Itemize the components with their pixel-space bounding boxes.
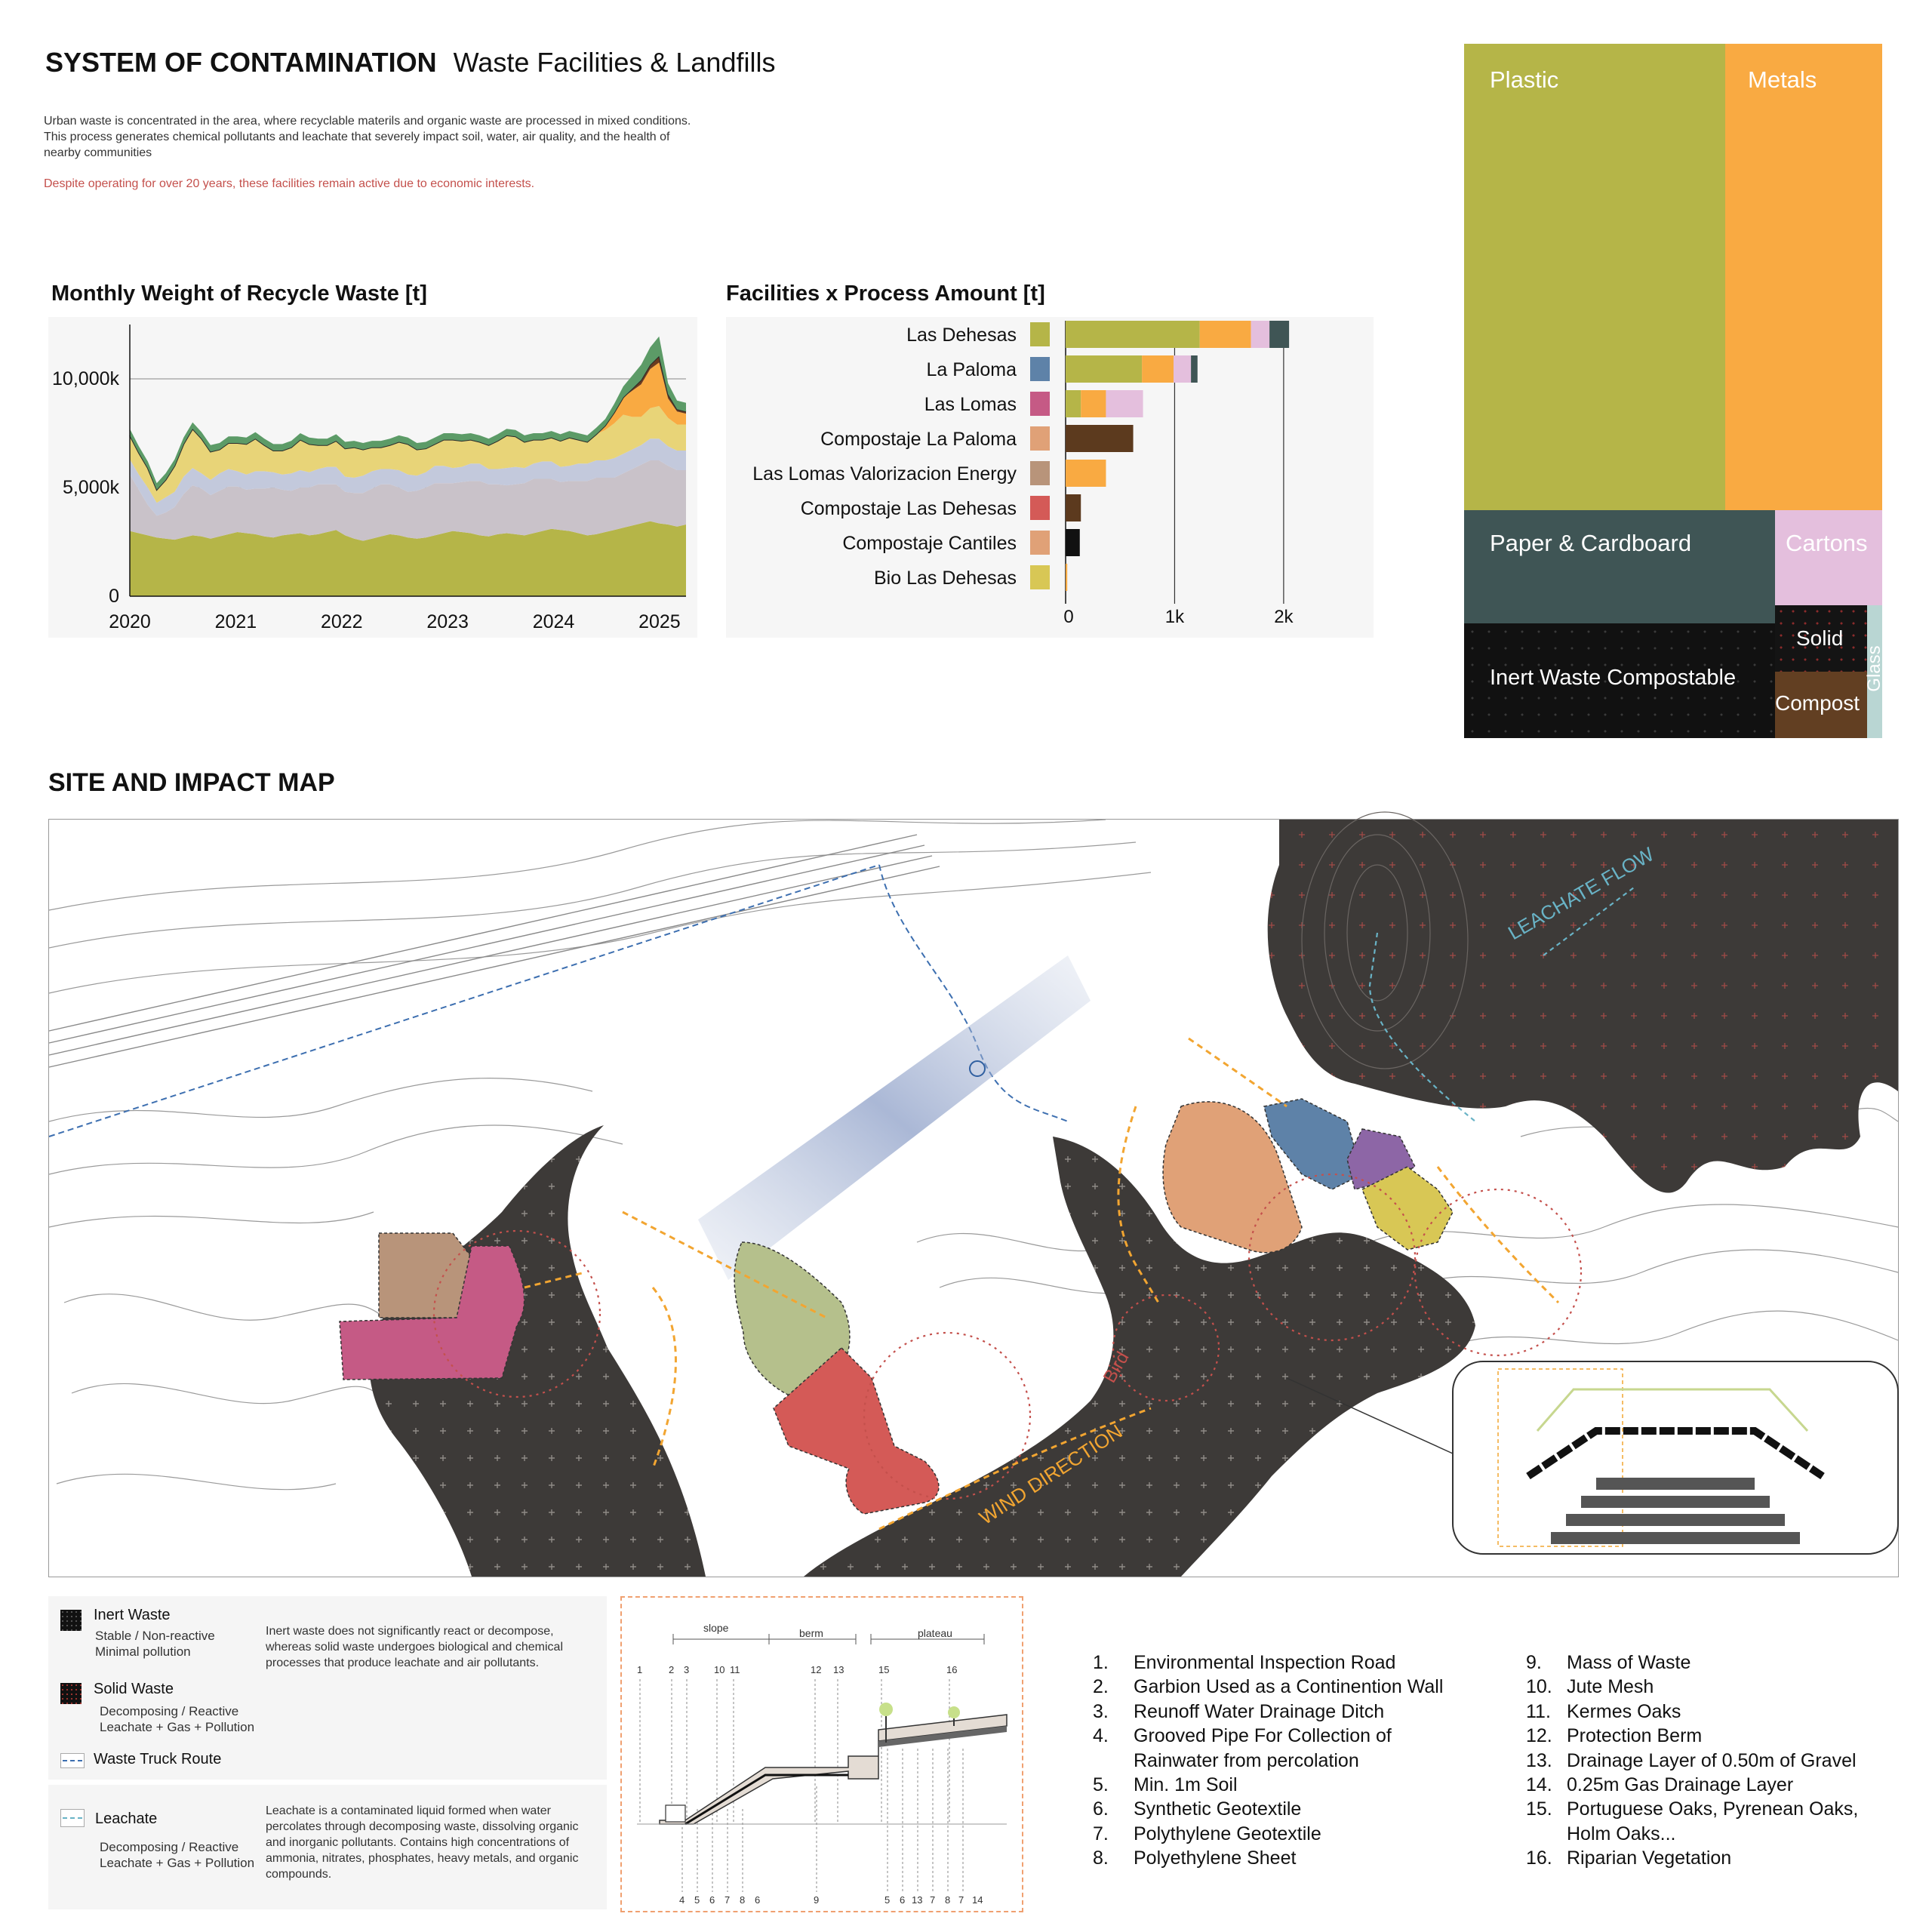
treemap-cell-metals (1725, 44, 1882, 510)
bird-label: Bird (1099, 1348, 1134, 1386)
svg-text:5: 5 (884, 1894, 891, 1906)
bar-segment (1142, 355, 1174, 383)
highway (49, 835, 940, 1067)
treemap-label-cartons: Cartons (1786, 530, 1868, 556)
bar-segment (1200, 321, 1251, 348)
zone-berm: berm (799, 1627, 823, 1639)
svg-text:4: 4 (679, 1894, 685, 1906)
svg-text:12: 12 (811, 1664, 822, 1675)
truck-route-swatch (60, 1753, 85, 1768)
bar-segment (1081, 390, 1106, 417)
category-label: Bio Las Dehesas (873, 568, 1017, 589)
bar-segment (1066, 564, 1067, 591)
treemap-cell-paper (1464, 510, 1775, 623)
svg-text:14: 14 (972, 1894, 983, 1906)
town-corridor (698, 955, 1091, 1280)
list-item: 16. Riparian Vegetation (1526, 1847, 1732, 1869)
svg-text:7: 7 (724, 1894, 731, 1906)
category-swatch (1030, 392, 1050, 416)
svg-text:16: 16 (946, 1664, 958, 1675)
bar-segment (1191, 355, 1198, 383)
list-item: 5. Min. 1m Soil (1093, 1774, 1238, 1796)
treemap-cell-inert (1464, 623, 1775, 738)
bar-chart-title: Facilities x Process Amount [t] (726, 281, 1045, 306)
bar-segment (1174, 355, 1191, 383)
bar-segment (1066, 425, 1134, 452)
category-swatch (1030, 461, 1050, 485)
treemap-label-compost: Compost (1775, 691, 1860, 715)
list-item: 4. Grooved Pipe For Collection of Rainwater from percolation (1093, 1725, 1392, 1771)
svg-text:3: 3 (684, 1664, 690, 1675)
svg-text:11: 11 (730, 1664, 740, 1675)
treemap-label-metals: Metals (1748, 66, 1817, 93)
y-tick-label: 5,000k (62, 477, 119, 498)
list-item: 7. Polythylene Geotextile (1093, 1823, 1321, 1844)
landfill-section-box (620, 1596, 1023, 1912)
inert-waste-sub: Stable / Non-reactive Minimal pollution (95, 1629, 215, 1659)
truck-route-line (49, 865, 879, 1137)
bar-chart (726, 317, 1374, 638)
zone-slope: slope (703, 1622, 729, 1634)
list-item: 2. Garbion Used as a Continention Wall (1093, 1676, 1444, 1698)
map-title: SITE AND IMPACT MAP (48, 768, 335, 797)
bar-segment (1066, 529, 1080, 556)
x-tick-label: 2021 (214, 611, 257, 632)
category-swatch (1030, 322, 1050, 346)
inert-waste-swatch (60, 1610, 82, 1631)
treemap-label-inert: Inert Waste Compostable (1490, 666, 1737, 690)
section-wall (666, 1805, 685, 1822)
site-impact-map (48, 819, 1899, 1577)
svg-text:9: 9 (814, 1894, 820, 1906)
warning-text: Despite operating for over 20 years, these facilities remain active due to economic interests. (44, 177, 535, 190)
key-list-left (1093, 1651, 1485, 1871)
svg-text:7: 7 (930, 1894, 936, 1906)
svg-text:10: 10 (714, 1664, 725, 1675)
svg-text:8: 8 (740, 1894, 746, 1906)
leachate-flow-label: LEACHATE FLOW (1504, 842, 1658, 945)
category-swatch (1030, 531, 1050, 555)
bar-segment (1251, 321, 1270, 348)
treemap-label-glass: Glass (1864, 645, 1884, 692)
zone-plateau: plateau (918, 1627, 952, 1639)
bar-segment (1066, 390, 1081, 417)
site-map-svg (49, 820, 1898, 1577)
bar-segment (1066, 460, 1106, 487)
treemap (1464, 44, 1882, 738)
landfill-section-svg (622, 1598, 1022, 1911)
inert-waste-desc: Inert waste does not significantly react or decompose, whereas solid waste undergoes biological and chemical processes that produce leachate and air pollutants. (266, 1625, 564, 1669)
treemap-cell-solid (1775, 605, 1867, 672)
y-tick-label: 0 (109, 586, 119, 607)
y-tick-label: 10,000k (52, 368, 119, 389)
svg-text:6: 6 (900, 1894, 906, 1906)
leachate-sub: Decomposing / Reactive Leachate + Gas + Pollution (100, 1840, 255, 1870)
section-top-numbers (637, 1664, 957, 1675)
svg-text:13: 13 (912, 1894, 923, 1906)
truck-route-title: Waste Truck Route (94, 1751, 222, 1767)
list-item: 6. Synthetic Geotextile (1093, 1798, 1302, 1820)
category-label: Compostaje La Paloma (820, 429, 1017, 450)
x-tick-label: 2024 (532, 611, 575, 632)
legend-box-waste (48, 1596, 607, 1780)
list-item: 1. Environmental Inspection Road (1093, 1652, 1396, 1673)
title-subtitle: Waste Facilities & Landfills (453, 47, 776, 78)
intro-text: Urban waste is concentrated in the area, where recyclable materils and organic waste are processed in mixed conditions. This process generates chemical pollutants and leachate that severely impact soil, water, air quality, and the health of nearby communities (44, 115, 691, 159)
svg-text:5: 5 (694, 1894, 700, 1906)
list-item: 3. Reunoff Water Drainage Ditch (1093, 1700, 1385, 1722)
title-bold: SYSTEM OF CONTAMINATION (45, 47, 437, 78)
solid-waste-sub: Decomposing / Reactive Leachate + Gas + Pollution (100, 1704, 255, 1734)
category-label: Compostaje Cantiles (842, 533, 1017, 554)
category-label: Las Lomas Valorizacion Energy (752, 463, 1017, 485)
x-tick-label: 2020 (109, 611, 151, 632)
facility-valorizacion (379, 1233, 472, 1318)
x-tick-label: 0 (1063, 607, 1074, 627)
category-label: La Paloma (926, 359, 1017, 380)
key-list-right (1526, 1651, 1903, 1871)
treemap-label-solid: Solid (1796, 626, 1844, 650)
bar-segment (1269, 321, 1289, 348)
svg-text:2: 2 (669, 1664, 675, 1675)
list-item: 8. Polyethylene Sheet (1093, 1847, 1297, 1869)
solid-waste-title: Solid Waste (94, 1681, 174, 1697)
svg-text:6: 6 (755, 1894, 761, 1906)
leachate-desc: Leachate is a contaminated liquid formed when water percolates through decomposing waste, dissolving organic and inorganic pollutants. Contains high concentrations of ammonia, nitrates, phosphates, heavy metals, and organic compounds. (266, 1804, 579, 1881)
area-chart-title: Monthly Weight of Recycle Waste [t] (51, 281, 427, 306)
list-item: 11. Kermes Oaks (1526, 1700, 1681, 1722)
solid-waste-swatch (60, 1683, 82, 1704)
inert-waste-title: Inert Waste (94, 1607, 171, 1623)
category-swatch (1030, 357, 1050, 381)
svg-text:6: 6 (709, 1894, 715, 1906)
list-item: 15. Portuguese Oaks, Pyrenean Oaks, Holm Oaks... (1526, 1798, 1859, 1844)
leachate-swatch (60, 1809, 85, 1827)
svg-text:1: 1 (637, 1664, 643, 1675)
x-tick-label: 1k (1164, 607, 1185, 627)
tree-oak (879, 1703, 893, 1716)
list-item: 12. Protection Berm (1526, 1725, 1703, 1747)
list-item: 10. Jute Mesh (1526, 1676, 1654, 1698)
treemap-label-plastic: Plastic (1490, 66, 1559, 93)
bar-chart-panel (726, 317, 1374, 638)
x-tick-label: 2025 (638, 611, 681, 632)
x-tick-label: 2023 (426, 611, 469, 632)
list-item: 9. Mass of Waste (1526, 1652, 1691, 1673)
tree-riparian (948, 1706, 960, 1718)
page-title (45, 47, 775, 78)
bar-segment (1066, 494, 1081, 521)
svg-text:13: 13 (833, 1664, 844, 1675)
category-swatch (1030, 426, 1050, 451)
section-bottom-numbers (679, 1894, 983, 1906)
category-label: Las Dehesas (906, 325, 1017, 346)
bar-segment (1066, 355, 1142, 383)
section-leader-lines (640, 1679, 963, 1892)
leachate-title: Leachate (95, 1810, 158, 1827)
svg-text:15: 15 (878, 1664, 890, 1675)
treemap-cell-glass (1864, 605, 1884, 738)
x-tick-label: 2022 (320, 611, 363, 632)
wind-direction-label: WIND DIRECTION (974, 1420, 1127, 1530)
category-swatch (1030, 565, 1050, 589)
area-chart-panel (48, 317, 697, 638)
legend-box-leachate (48, 1785, 607, 1909)
treemap-cell-plastic (1464, 44, 1725, 510)
bar-segment (1066, 321, 1200, 348)
area-chart (48, 317, 697, 638)
category-label: Compostaje Las Dehesas (800, 498, 1017, 519)
bar-segment (1106, 390, 1143, 417)
list-item: 13. Drainage Layer of 0.50m of Gravel (1526, 1749, 1857, 1771)
treemap-cell-cartons (1775, 510, 1882, 605)
svg-text:8: 8 (945, 1894, 951, 1906)
category-swatch (1030, 496, 1050, 520)
category-label: Las Lomas (924, 394, 1017, 415)
treemap-label-paper: Paper & Cardboard (1490, 530, 1692, 556)
svg-text:7: 7 (958, 1894, 964, 1906)
list-item: 14. 0.25m Gas Drainage Layer (1526, 1774, 1794, 1796)
treemap-cell-compost (1775, 672, 1867, 738)
x-tick-label: 2k (1274, 607, 1294, 627)
